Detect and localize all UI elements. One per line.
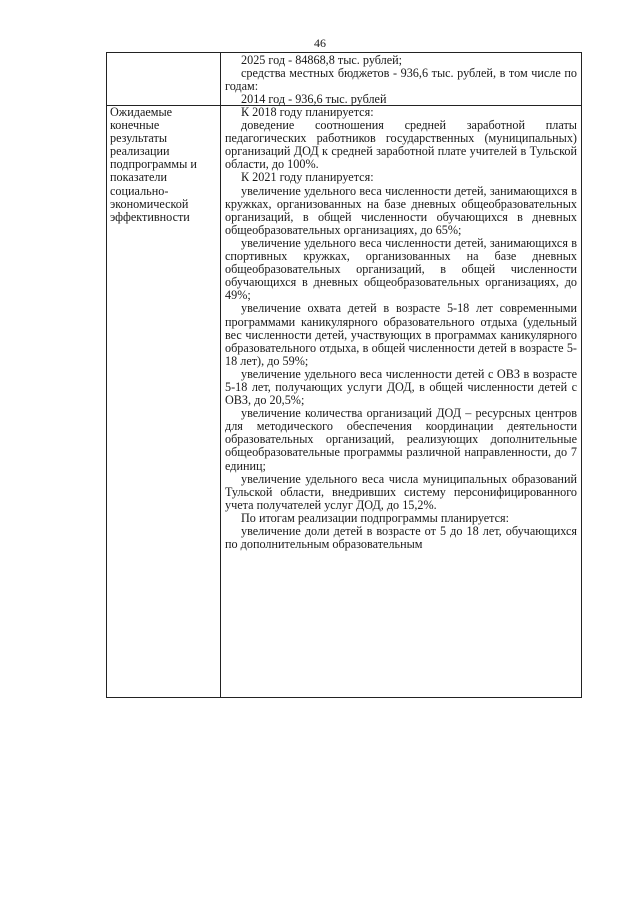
funding-line: 2014 год - 936,6 тыс. рублей bbox=[241, 92, 387, 107]
results-paragraph: увеличение удельного веса численности детей, занимающихся в кружках, организованных на базе дневных общеобразовательных организаций, в общей численности обучающихся в дневных общеобразовательных организациях, до 65%; bbox=[225, 183, 577, 237]
results-paragraph: увеличение доли детей в возрасте от 5 до 18 лет, обучающихся по дополнительным образовательным bbox=[225, 524, 577, 552]
results-paragraph: увеличение количества организаций ДОД – ресурсных центров для методического обеспечения координации деятельности образовательных организаций, реализующих дополнительные общеобразовательные программы различной направленности, до 7 единиц; bbox=[225, 406, 577, 473]
funding-line: средства местных бюджетов - 936,6 тыс. рублей, в том числе по годам: bbox=[225, 66, 577, 94]
results-paragraph: увеличение удельного веса численности детей с ОВЗ в возрасте 5-18 лет, получающих услуги ДОД, в общей численности детей с ОВЗ, до 20,5%; bbox=[225, 366, 577, 408]
results-paragraph: увеличение удельного веса численности детей, занимающихся в спортивных кружках, организованных на базе дневных общеобразовательных организаций, в общей численности обучающихся в дневных общеобразовательных организациях, до 49%; bbox=[225, 235, 577, 303]
results-paragraph: доведение соотношения средней заработной платы педагогических работников государственных (муниципальных) организаций ДОД к средней заработной плате учителей в Тульской области, до 100%. bbox=[225, 118, 577, 172]
results-paragraph: К 2021 году планируется: bbox=[241, 170, 374, 185]
column-divider bbox=[220, 53, 221, 697]
funding-cell bbox=[225, 54, 577, 106]
funding-line: 2025 год - 84868,8 тыс. рублей; bbox=[241, 53, 403, 67]
results-paragraph: К 2018 году планируется: bbox=[241, 105, 374, 119]
program-table bbox=[106, 52, 582, 698]
results-paragraph: увеличение удельного веса числа муниципальных образований Тульской области, внедривших систему персонифицированного учета получателей услуг ДОД, до 15,2%. bbox=[225, 471, 577, 512]
results-paragraph: По итогам реализации подпрограммы планируется: bbox=[241, 510, 510, 525]
row-header-expected-results: Ожидаемые конечные результаты реализации подпрограммы и показатели социально-экономической эффективности bbox=[110, 105, 197, 224]
results-paragraph: увеличение охвата детей в возрасте 5-18 лет современными программами каникулярного образовательного отдыха (удельный вес численности детей, участвующих в программах каникулярного образовательного отдыха, в общей численности детей в возрасте 5-18 лет), до 59%; bbox=[225, 301, 577, 368]
expected-results-cell bbox=[225, 106, 577, 551]
page-number: 46 bbox=[314, 36, 326, 50]
